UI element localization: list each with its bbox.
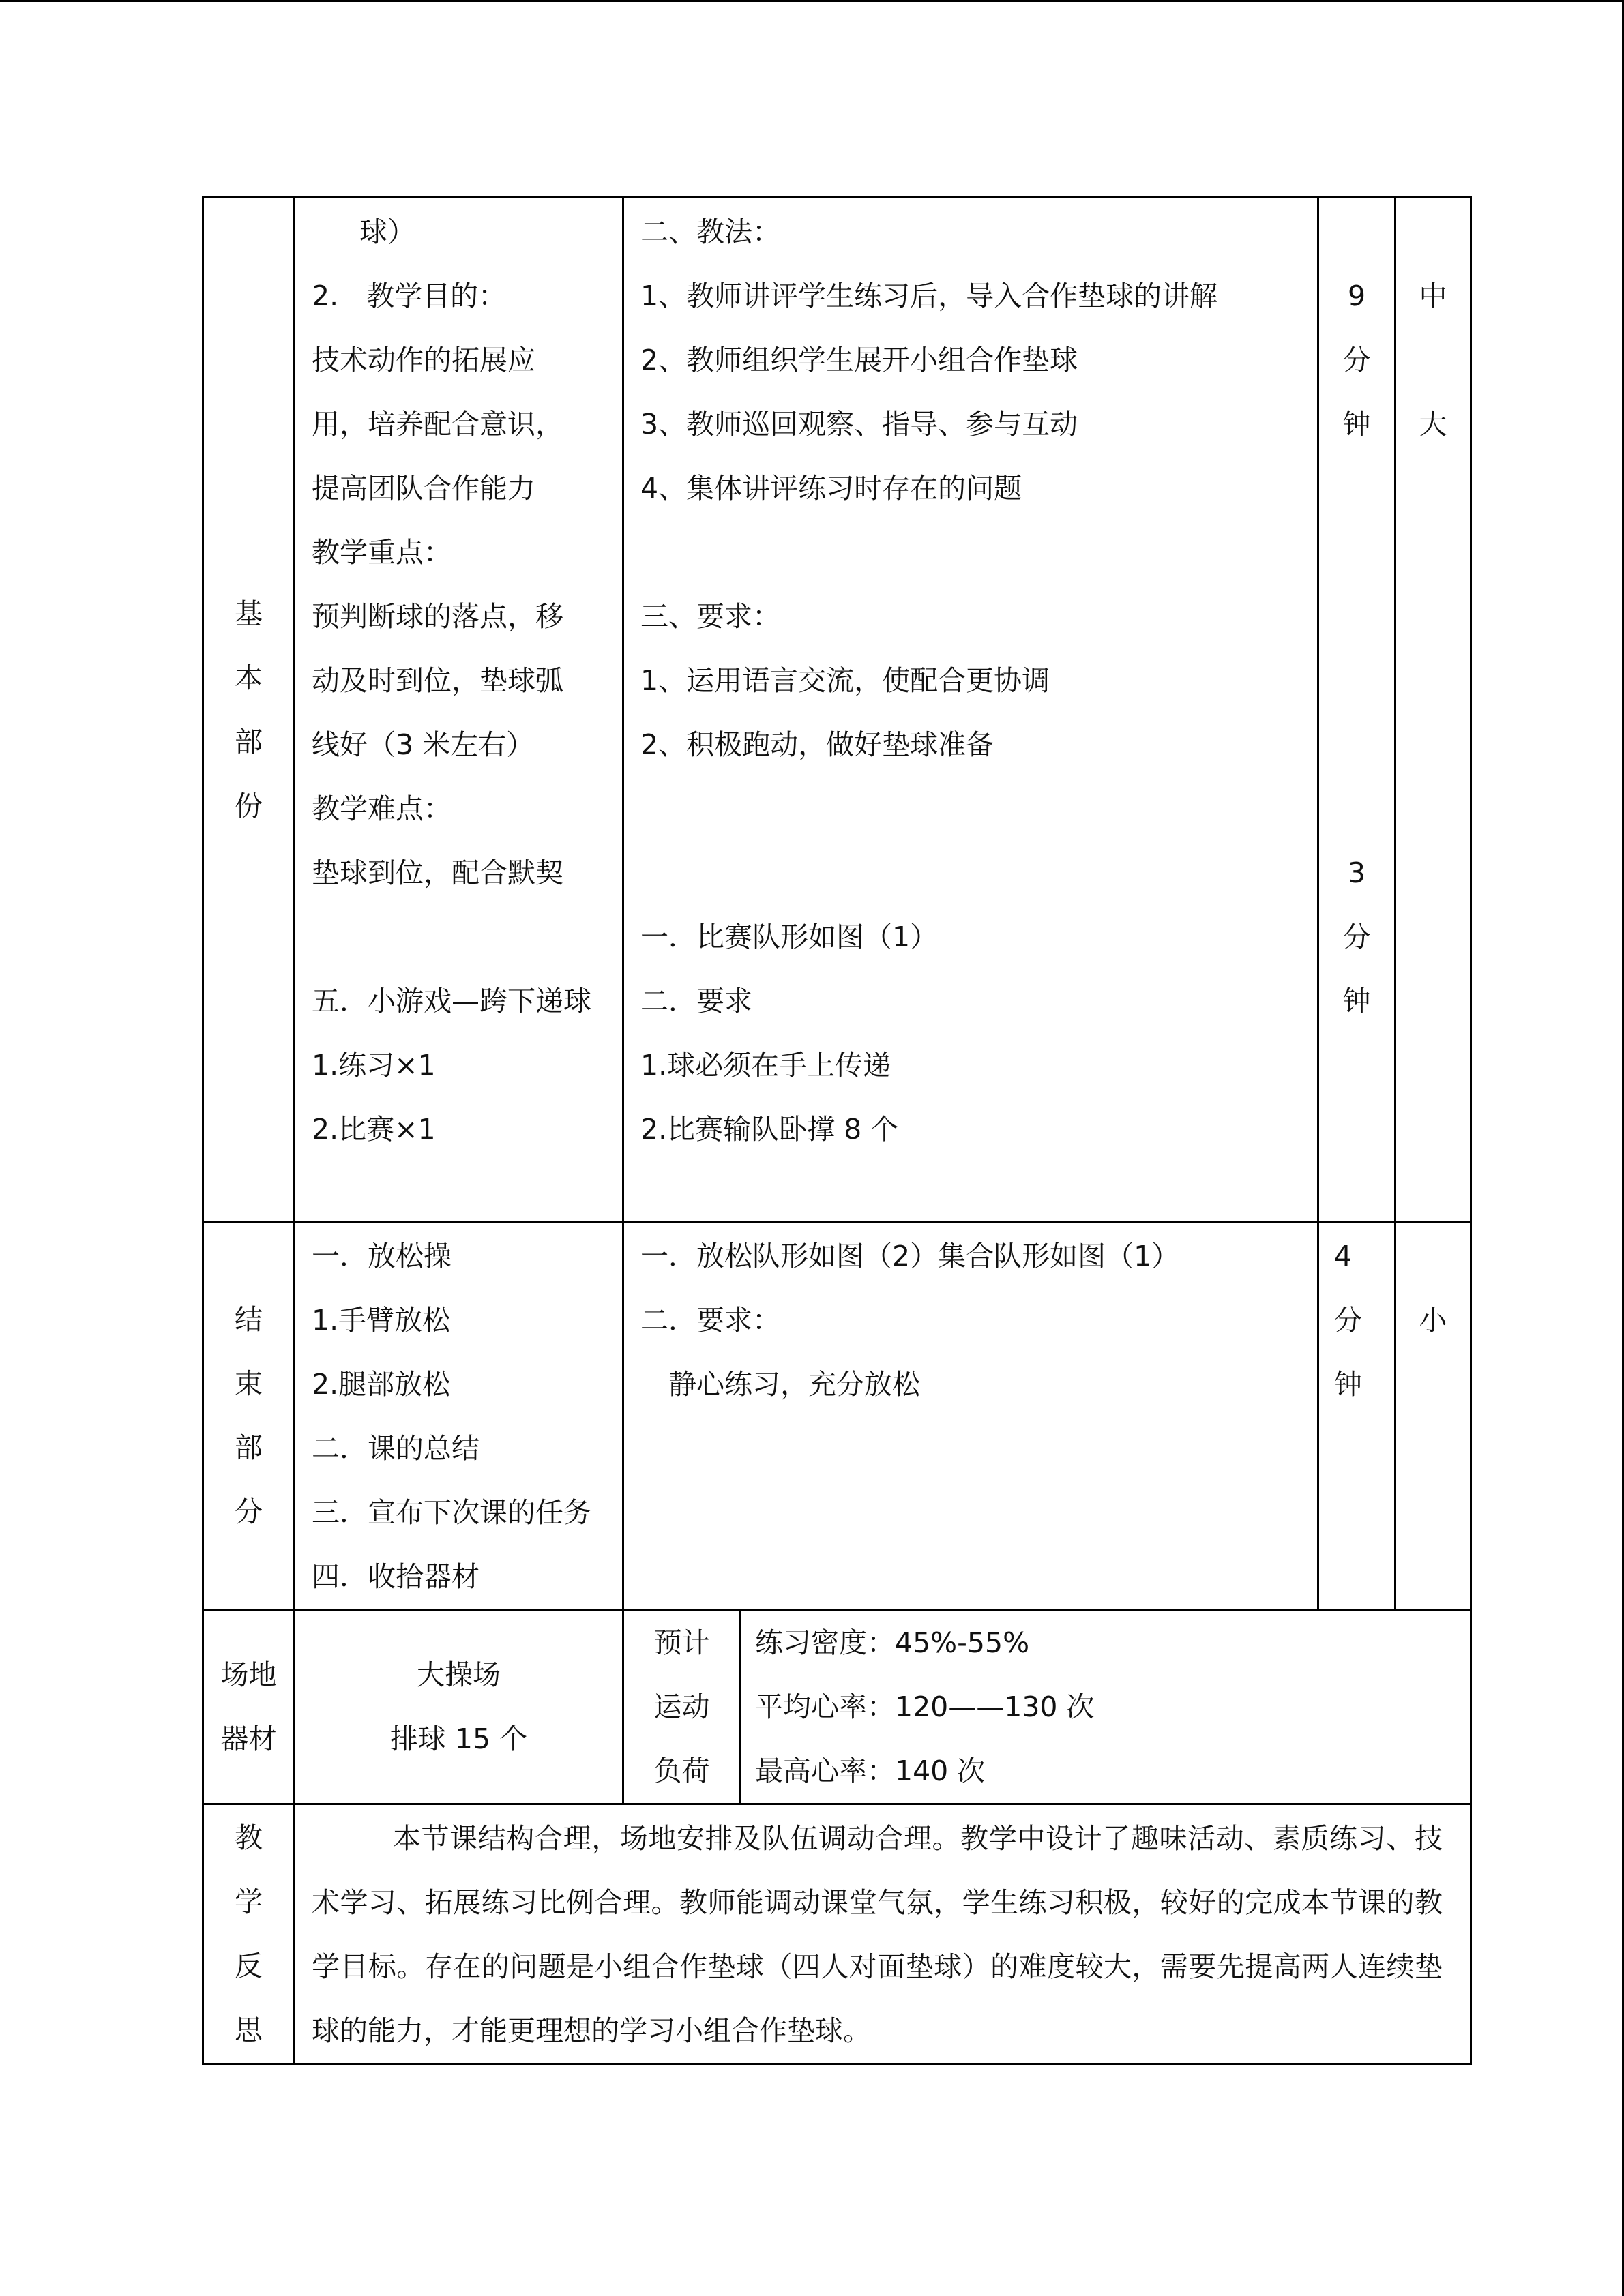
- intensity-gap: [1396, 1224, 1470, 1288]
- ending-method-cell: [623, 1222, 1318, 1610]
- lesson-plan-table: [202, 196, 1472, 2065]
- method-line: 1、教师讲评学生练习后，导入合作垫球的讲解: [640, 280, 1218, 312]
- content-line: 教学重点：: [312, 536, 452, 569]
- content-line: 教学难点：: [312, 792, 452, 825]
- time-gap: [1319, 584, 1394, 648]
- method-line: 一．比赛队形如图（1）: [640, 921, 939, 953]
- method-line: 2、教师组织学生展开小组合作垫球: [640, 344, 1078, 376]
- content-line: 线好（3 米左右）: [312, 728, 535, 761]
- time-value: 9: [1347, 280, 1366, 312]
- intensity-gap: [1396, 200, 1470, 264]
- intensity-gap: [1396, 328, 1470, 392]
- content-line: 2. 教学目的：: [312, 280, 507, 312]
- site-value: 大操场: [417, 1658, 501, 1691]
- time-unit: 分: [1342, 344, 1371, 376]
- time-unit: 分: [1334, 1304, 1362, 1337]
- content-line: 五．小游戏—跨下递球: [312, 985, 591, 1017]
- ending-time-cell: [1318, 1222, 1396, 1610]
- content-gap: [312, 905, 615, 969]
- time-gap: [1319, 520, 1394, 584]
- equipment-value: 排球 15 个: [389, 1723, 528, 1755]
- load-avg-heart-rate: 平均心率：120——130 次: [755, 1690, 1095, 1723]
- method-line: 二、教法：: [640, 215, 780, 248]
- method-line: 静心练习，充分放松: [640, 1368, 920, 1401]
- content-line: 2.比赛×1: [312, 1113, 436, 1146]
- time-gap: [1319, 456, 1394, 520]
- content-line: 提高团队合作能力: [312, 472, 535, 505]
- basic-content-cell: [295, 198, 623, 1222]
- method-line: 二．要求：: [640, 1304, 780, 1337]
- ending-section-label: 结 束 部 分: [203, 1222, 295, 1610]
- basic-section-row: [203, 198, 1471, 1222]
- time-unit: 分: [1342, 921, 1371, 953]
- ending-section-row: [203, 1222, 1471, 1610]
- ending-intensity-cell: [1396, 1222, 1471, 1610]
- method-line: 二．要求: [640, 985, 752, 1017]
- content-line: 三．宣布下次课的任务: [312, 1496, 591, 1529]
- time-gap: [1319, 713, 1394, 777]
- load-max-heart-rate: 最高心率：140 次: [755, 1755, 986, 1787]
- method-line: 2、积极跑动，做好垫球准备: [640, 728, 994, 761]
- method-line: 2.比赛输队卧撑 8 个: [640, 1113, 899, 1146]
- intensity-value: 中: [1419, 280, 1447, 312]
- site-load-row: [203, 1610, 1471, 1804]
- method-gap: [640, 777, 1310, 841]
- content-line: 1.练习×1: [312, 1049, 436, 1082]
- load-values-cell: [741, 1610, 1471, 1804]
- load-label-cell: 预计 运动 负荷: [623, 1610, 741, 1804]
- time-value: 3: [1347, 856, 1366, 889]
- basic-section-label: 基 本 部 份: [203, 198, 295, 1222]
- intensity-value: 大: [1419, 408, 1447, 441]
- basic-method-cell: [623, 198, 1318, 1222]
- content-line: 预判断球的落点，移: [312, 600, 563, 633]
- time-gap: [1319, 200, 1394, 264]
- content-line: 1.手臂放松: [312, 1304, 451, 1337]
- method-gap: [640, 520, 1310, 584]
- content-line: 球）: [359, 215, 415, 248]
- time-value: 4: [1334, 1240, 1353, 1272]
- basic-intensity-cell: [1396, 198, 1471, 1222]
- reflection-label: 教 学 反 思: [203, 1804, 295, 2064]
- time-gap: [1319, 648, 1394, 713]
- method-line: 1、运用语言交流，使配合更协调: [640, 664, 1050, 697]
- site-label: 场地 器材: [203, 1610, 295, 1804]
- reflection-text-cell: [295, 1804, 1471, 2064]
- content-line: 垫球到位，配合默契: [312, 856, 563, 889]
- site-equipment-cell: [295, 1610, 623, 1804]
- time-unit: 钟: [1342, 408, 1371, 441]
- method-line: 3、教师巡回观察、指导、参与互动: [640, 408, 1078, 441]
- method-line: 1.球必须在手上传递: [640, 1049, 891, 1082]
- time-unit: 钟: [1342, 985, 1371, 1017]
- content-line: 2.腿部放松: [312, 1368, 451, 1401]
- content-line: 二．课的总结: [312, 1432, 479, 1465]
- method-gap: [640, 841, 1310, 905]
- reflection-text: 本节课结构合理，场地安排及队伍调动合理。教学中设计了趣味活动、素质练习、技术学习、拓展练习比例合理。教师能调动课堂气氛，学生练习积极，较好的完成本节课的教学目标。存在的问题是小组合作垫球（四人对面垫球）的难度较大，需要先提高两人连续垫球的能力，才能更理想的学习小组合作垫球。: [312, 1822, 1443, 2047]
- content-line: 一．放松操: [312, 1240, 452, 1272]
- content-line: 动及时到位，垫球弧: [312, 664, 563, 697]
- method-line: 一．放松队形如图（2）集合队形如图（1）: [640, 1240, 1180, 1272]
- time-unit: 钟: [1334, 1368, 1362, 1401]
- method-line: 4、集体讲评练习时存在的问题: [640, 472, 1022, 505]
- method-line: 三、要求：: [640, 600, 780, 633]
- reflection-row: [203, 1804, 1471, 2064]
- basic-time-cell: [1318, 198, 1396, 1222]
- content-line: 四．收拾器材: [312, 1560, 479, 1593]
- content-line: 用，培养配合意识，: [312, 408, 563, 441]
- content-line: 技术动作的拓展应: [312, 344, 535, 376]
- load-density: 练习密度：45%-55%: [755, 1626, 1030, 1659]
- page-edge-top: [0, 0, 1624, 2]
- ending-content-cell: [295, 1222, 623, 1610]
- time-gap: [1319, 777, 1394, 841]
- intensity-value: 小: [1419, 1304, 1447, 1337]
